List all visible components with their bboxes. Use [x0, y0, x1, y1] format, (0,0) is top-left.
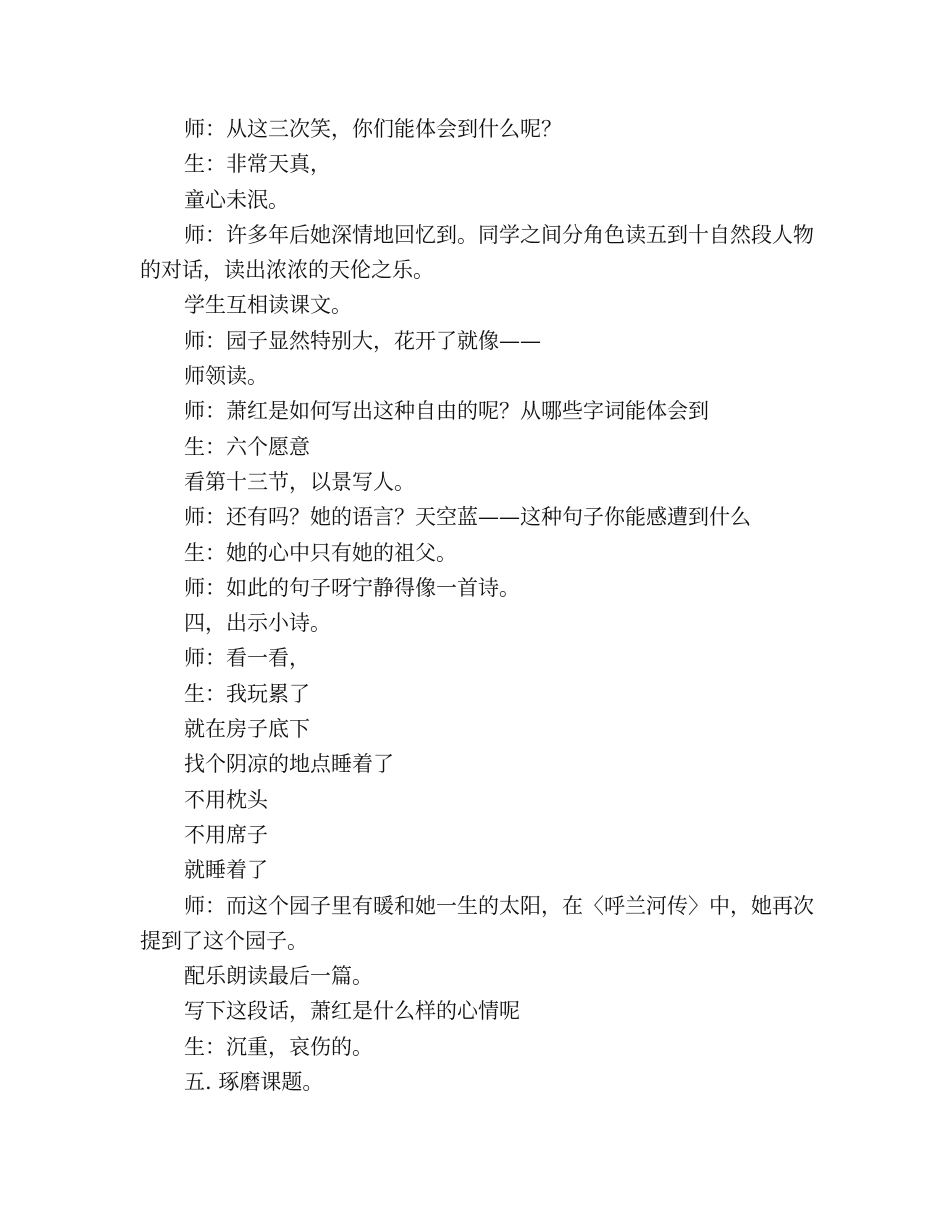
paragraph-18: 找个阴凉的地点睡着了	[184, 752, 394, 777]
paragraph-2: 生：非常天真，	[184, 152, 331, 177]
paragraph-10: 看第十三节，以景写人。	[184, 469, 415, 494]
paragraph-21: 就睡着了	[184, 858, 268, 883]
paragraph-26: 五. 琢磨课题。	[184, 1070, 324, 1095]
paragraph-17: 就在房子底下	[184, 717, 310, 742]
paragraph-6: 师：园子显然特别大，花开了就像——	[184, 328, 541, 353]
paragraph-25: 生：沉重，哀伤的。	[184, 1034, 373, 1059]
paragraph-1: 师：从这三次笑，你们能体会到什么呢？	[184, 117, 562, 141]
paragraph-8: 师：萧红是如何写出这种自由的呢？从哪些字词能体会到	[184, 399, 709, 424]
paragraph-22: 师：而这个园子里有暖和她一生的太阳，在〈呼兰河传〉中，她再次提到了这个园子。	[140, 893, 814, 953]
paragraph-9: 生：六个愿意	[184, 434, 310, 459]
paragraph-14: 四，出示小诗。	[184, 611, 331, 636]
paragraph-19: 不用枕头	[184, 787, 268, 812]
paragraph-11: 师：还有吗？她的语言？天空蓝——这种句子你能感遭到什么	[184, 505, 751, 530]
document-body	[140, 112, 830, 1100]
paragraph-20: 不用席子	[184, 822, 268, 847]
paragraph-24: 写下这段话，萧红是什么样的心情呢	[184, 999, 520, 1024]
paragraph-12: 生：她的心中只有她的祖父。	[184, 540, 457, 565]
paragraph-23: 配乐朗读最后一篇。	[184, 964, 373, 989]
paragraph-7: 师领读。	[184, 364, 268, 389]
paragraph-4: 师：许多年后她深情地回忆到。同学之间分角色读五到十自然段人物的对话，读出浓浓的天伦之乐。	[140, 222, 814, 283]
paragraph-16: 生：我玩累了	[184, 681, 310, 706]
paragraph-13: 师：如此的句子呀宁静得像一首诗。	[184, 575, 520, 600]
paragraph-5: 学生互相读课文。	[184, 293, 352, 318]
paragraph-15: 师：看一看，	[184, 646, 310, 671]
paragraph-3: 童心未泯。	[184, 187, 289, 212]
